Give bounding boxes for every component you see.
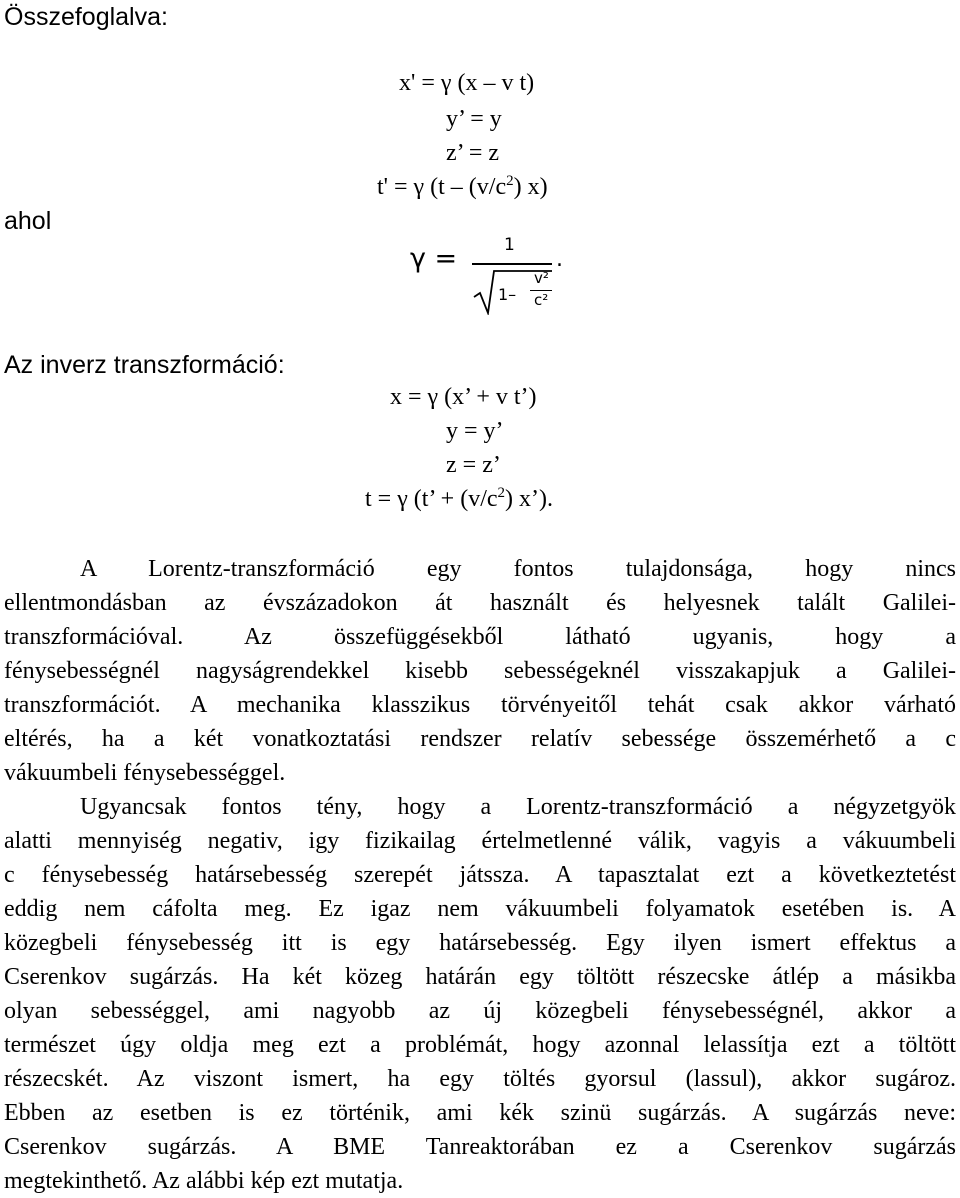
summary-heading: Összefoglalva: — [4, 3, 168, 31]
paragraph-line: fénysebességnél nagyságrendekkel kisebb sebességeknél visszakapjuk a Galilei- — [4, 658, 956, 684]
inverse-equation-t-end: ) x’). — [505, 486, 554, 512]
inverse-equation-x: x = γ (x’ + v t’) — [390, 384, 537, 410]
gamma-symbol: γ = — [410, 243, 458, 274]
inverse-equation-y: y = y’ — [446, 418, 504, 444]
paragraph-cherenkov — [4, 790, 956, 1198]
fraction-bar — [472, 263, 552, 265]
paragraph-line: Cserenkov sugárzás. Ha két közeg határán egy töltött részecske átlép a másikba — [4, 964, 956, 990]
paragraph-line: Ugyancsak fontos tény, hogy a Lorentz-transzformáció a négyzetgyök — [80, 794, 956, 820]
superscript-two: 2 — [497, 485, 506, 501]
paragraph-line: Ebben az esetben is ez történik, ami kék szinü sugárzás. A sugárzás neve: — [4, 1100, 956, 1126]
paragraph-line: ellentmondásban az évszázadokon át használt és helyesnek talált Galilei- — [4, 590, 956, 616]
inverse-equation-t — [365, 486, 553, 513]
equation-t-prime-end: ) x) — [513, 174, 548, 200]
paragraph-lorentz-properties — [4, 552, 956, 790]
paragraph-line: vákuumbeli fénysebességgel. — [4, 760, 286, 786]
gamma-v-squared: v² — [534, 269, 549, 287]
gamma-c-squared: c² — [534, 291, 549, 309]
superscript-two: 2 — [506, 173, 514, 189]
inverse-equation-t-start: t = γ (t’ + (v/c — [365, 486, 498, 512]
paragraph-line: transzformációt. A mechanika klasszikus törvényeitől tehát csak akkor várható — [4, 692, 956, 718]
inverse-label: Az inverz transzformáció: — [4, 351, 285, 379]
gamma-formula — [410, 235, 570, 315]
gamma-period: . — [556, 247, 563, 272]
paragraph-line: A Lorentz-transzformáció egy fontos tulajdonsága, hogy nincs — [80, 556, 956, 582]
equation-y-prime: y’ = y — [446, 106, 502, 132]
paragraph-line: eddig nem cáfolta meg. Ez igaz nem vákuumbeli folyamatok esetében is. A — [4, 896, 956, 922]
gamma-one-minus: 1– — [498, 285, 517, 304]
paragraph-line: transzformációval. Az összefüggésekből látható ugyanis, hogy a — [4, 624, 956, 650]
paragraph-line: közegbeli fénysebesség itt is egy határsebesség. Egy ilyen ismert effektus a — [4, 930, 956, 956]
paragraph-line: megtekinthető. Az alábbi kép ezt mutatja. — [4, 1168, 404, 1194]
equation-t-prime-start: t' = γ (t – (v/c — [377, 174, 507, 200]
equation-x-prime: x' = γ (x – v t) — [399, 70, 535, 96]
paragraph-line: természet úgy oldja meg ezt a problémát, hogy azonnal lelassítja ezt a töltött — [4, 1032, 956, 1058]
inverse-equation-z: z = z’ — [446, 452, 501, 478]
equation-z-prime: z’ = z — [446, 140, 500, 166]
paragraph-line: alatti mennyiség negativ, igy fizikailag értelmetlenné válik, vagyis a vákuumbeli — [4, 828, 956, 854]
paragraph-line: eltérés, ha a két vonatkoztatási rendszer relatív sebessége összemérhető a c — [4, 726, 956, 752]
paragraph-line: Cserenkov sugárzás. A BME Tanreaktorában ez a Cserenkov sugárzás — [4, 1134, 956, 1160]
gamma-numerator: 1 — [504, 235, 515, 255]
paragraph-line: c fénysebesség határsebesség szerepét játssza. A tapasztalat ezt a következtetést — [4, 862, 956, 888]
paragraph-line: olyan sebességgel, ami nagyobb az új közegbeli fénysebességnél, akkor a — [4, 998, 956, 1024]
ahol-label: ahol — [4, 207, 52, 235]
equation-t-prime — [377, 174, 548, 201]
paragraph-line: részecskét. Az viszont ismert, ha egy töltés gyorsul (lassul), akkor sugároz. — [4, 1066, 956, 1092]
